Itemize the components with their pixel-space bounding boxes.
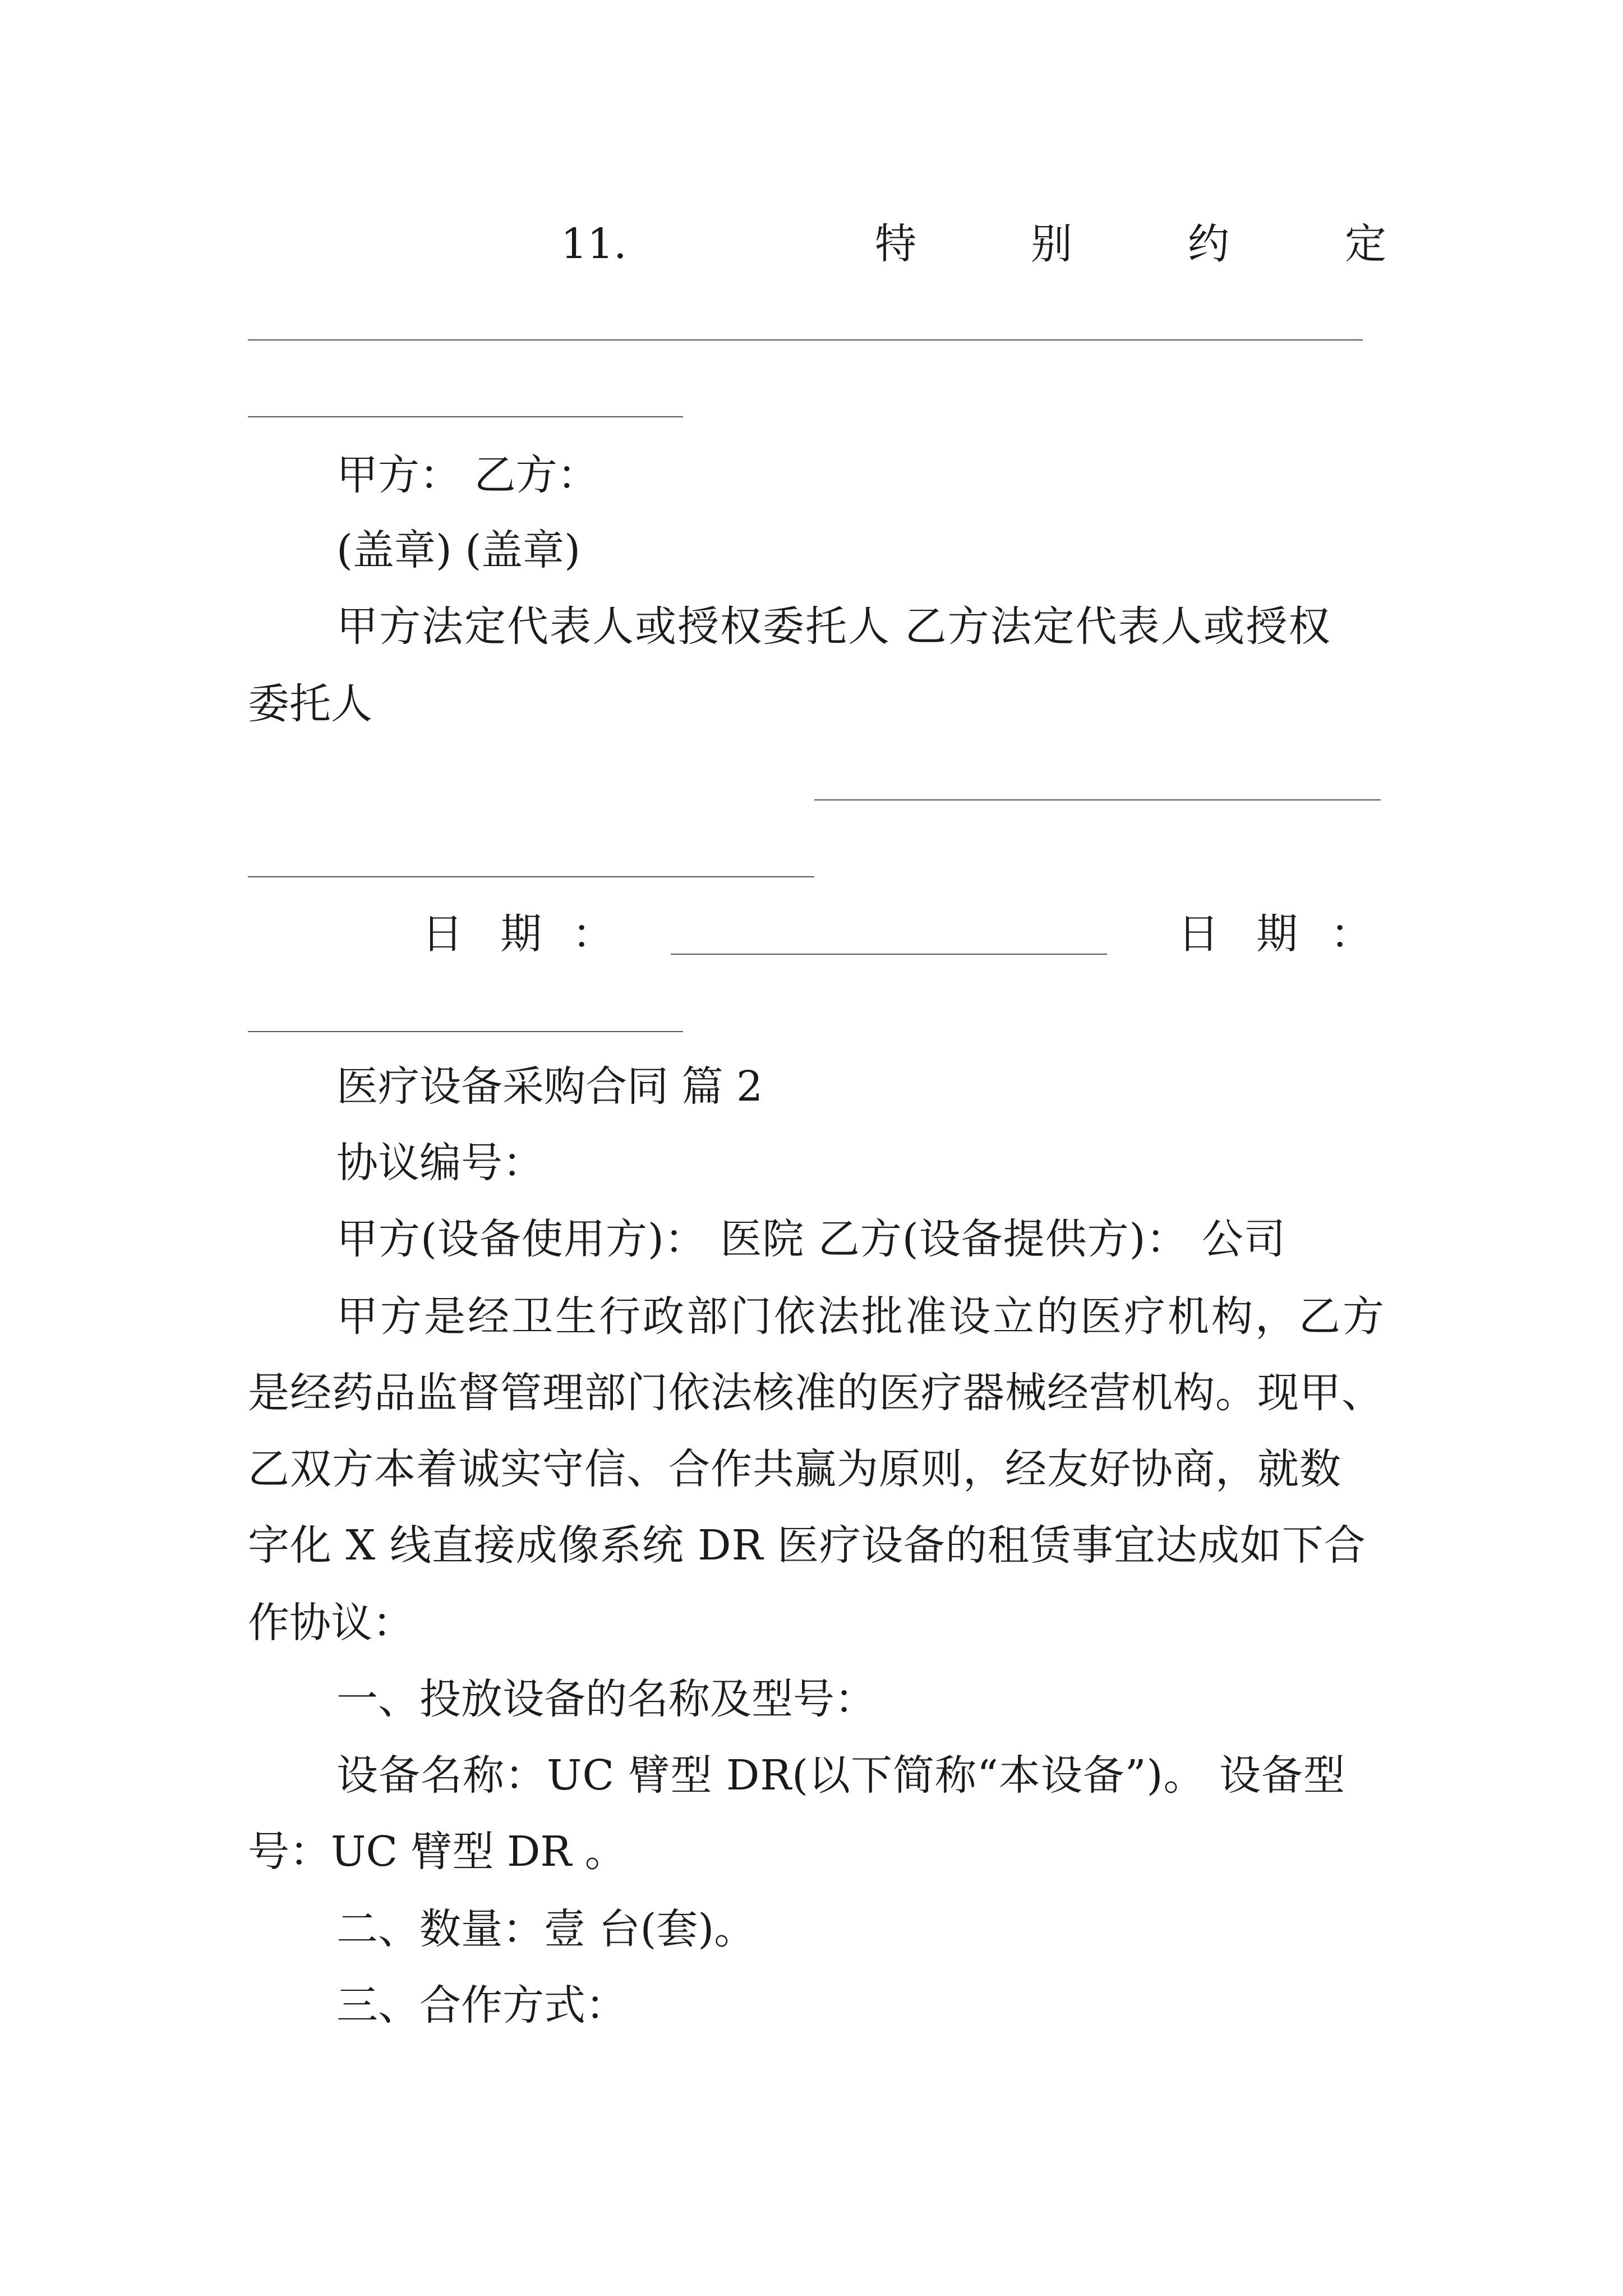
heading-char-1: 特: [875, 220, 916, 268]
signature-representatives-cont: 委托人: [248, 680, 372, 728]
date-right-char-1: 日: [1178, 910, 1219, 958]
section-1-line-1: 设备名称：UC 臂型 DR(以下简称“本设备”)。 设备型: [336, 1751, 1345, 1800]
intro-line-5: 作协议：: [248, 1599, 414, 1647]
intro-line-1: 甲方是经卫生行政部门依法批准设立的医疗机构，乙方: [336, 1292, 1386, 1341]
agreement-number: 协议编号：: [336, 1139, 544, 1187]
date-right-colon: ：: [1330, 910, 1372, 958]
signature-representatives: 甲方法定代表人或授权委托人 乙方法定代表人或授权: [336, 602, 1331, 651]
contract-parties: 甲方(设备使用方)： 医院 乙方(设备提供方)： 公司: [336, 1215, 1287, 1263]
section-1-title: 一、投放设备的名称及型号：: [336, 1675, 876, 1723]
fill-in-line: [248, 339, 1363, 341]
date-fill-line: [671, 954, 1107, 955]
date-left-colon: ：: [572, 910, 614, 958]
section-1-line-2: 号：UC 臂型 DR 。: [248, 1828, 626, 1876]
signature-line: [248, 876, 814, 877]
intro-line-4: 字化 X 线直接成像系统 DR 医疗设备的租赁事宜达成如下合: [248, 1521, 1366, 1570]
section-3-title: 三、合作方式：: [336, 1981, 627, 2030]
fill-in-line: [248, 416, 683, 417]
intro-line-3: 乙双方本着诚实守信、合作共赢为原则，经友好协商，就数: [248, 1445, 1341, 1493]
heading-char-2: 别: [1031, 220, 1072, 268]
section-11-number: 11.: [561, 220, 627, 268]
contract-title: 医疗设备采购合同 篇 2: [336, 1062, 763, 1111]
heading-char-4: 定: [1345, 220, 1386, 268]
section-2: 二、数量：壹 台(套)。: [336, 1905, 756, 1953]
signature-line: [814, 799, 1381, 800]
intro-line-2: 是经药品监督管理部门依法核准的医疗器械经营机构。现甲、: [248, 1369, 1384, 1417]
signature-seal: (盖章) (盖章): [336, 526, 581, 574]
date-left-char-2: 期: [500, 910, 542, 958]
date-fill-line: [248, 1031, 683, 1032]
date-left-char-1: 日: [422, 910, 463, 958]
heading-char-3: 约: [1188, 220, 1229, 268]
date-right-char-2: 期: [1256, 910, 1298, 958]
signature-parties: 甲方： 乙方：: [336, 451, 599, 499]
